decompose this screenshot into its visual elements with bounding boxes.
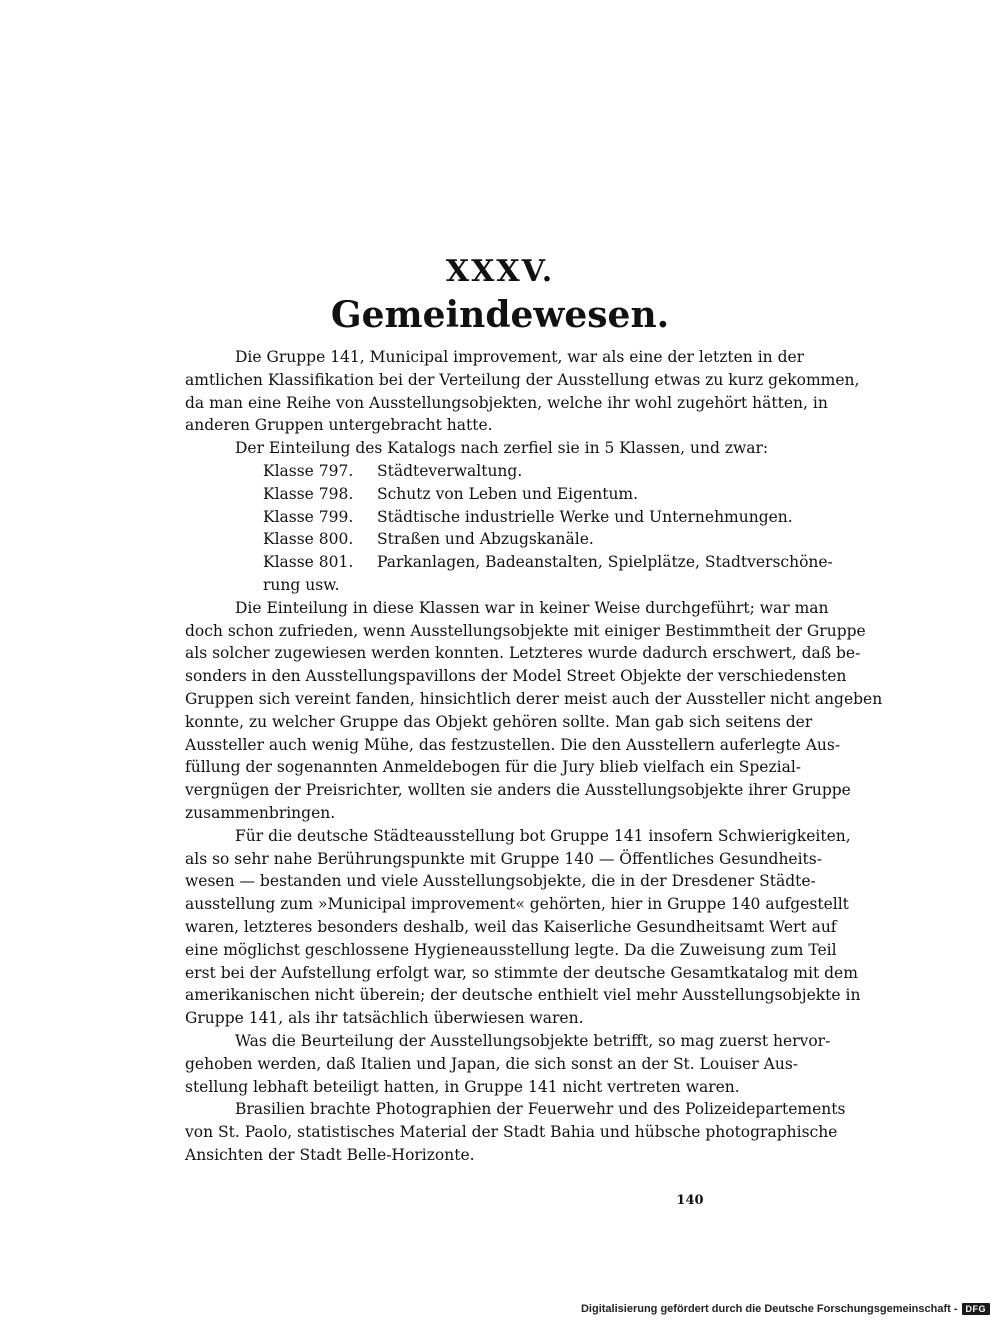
footer-credit — [581, 1303, 990, 1315]
text-line: amtlichen Klassifikation bei der Verteilung der Ausstellung etwas zu kurz gekommen, — [185, 370, 860, 389]
class-number: Klasse 797. — [263, 461, 354, 480]
class-name: Schutz von Leben und Eigentum. — [377, 484, 639, 503]
text-line: Der Einteilung des Katalogs nach zerfiel sie in 5 Klassen, und zwar: — [235, 439, 769, 458]
text-line: da man eine Reihe von Ausstellungsobjekten, welche ihr wohl zugehört hätten, in — [185, 393, 828, 412]
text-line: ausstellung zum »Municipal improvement« gehörten, hier in Gruppe 140 aufgestellt — [185, 895, 849, 914]
text-line: eine möglichst geschlossene Hygieneausstellung legte. Da die Zuweisung zum Teil — [185, 940, 837, 959]
text-line: vergnügen der Preisrichter, wollten sie anders die Ausstellungsobjekte ihrer Gruppe — [185, 781, 851, 800]
class-number: Klasse 801. — [263, 553, 354, 572]
text-line: Die Gruppe 141, Municipal improvement, war als eine der letzten in der — [235, 348, 805, 366]
text-line: stellung lebhaft beteiligt hatten, in Gruppe 141 nicht vertreten waren. — [185, 1077, 740, 1096]
list-item — [185, 528, 797, 551]
class-number: Klasse 799. — [263, 507, 354, 526]
list-item — [185, 483, 797, 506]
text-line: füllung der sogenannten Anmeldebogen für die Jury blieb vielfach ein Spezial- — [185, 758, 802, 777]
text-line: von St. Paolo, statistisches Material der Stadt Bahia und hübsche photographische — [185, 1123, 838, 1142]
paragraph-6 — [185, 1098, 846, 1166]
paragraph-2 — [185, 437, 797, 460]
text-line: Gruppe 141, als ihr tatsächlich überwiesen waren. — [185, 1009, 584, 1028]
text-line: Für die deutsche Städteausstellung bot Gruppe 141 insofern Schwierigkeiten, — [235, 826, 851, 845]
class-list — [185, 460, 833, 597]
text-line: als so sehr nahe Berührungspunkte mit Gruppe 140 — Öffentliches Gesundheits- — [185, 849, 822, 868]
text-line: zusammenbringen. — [185, 803, 336, 822]
text-line: als solcher zugewiesen werden konnten. Letzteres wurde dadurch erschwert, daß be- — [185, 644, 861, 663]
chapter-number: XXXV. — [445, 254, 555, 289]
list-item-continuation: rung usw. — [263, 575, 340, 594]
text-line: Die Einteilung in diese Klassen war in keiner Weise durchgeführt; war man — [235, 598, 829, 617]
dfg-logo-icon: DFG — [962, 1303, 991, 1315]
text-line: erst bei der Aufstellung erfolgt war, so stimmte der deutsche Gesamtkatalog mit dem — [185, 963, 858, 982]
text-line: Was die Beurteilung der Ausstellungsobjekte betrifft, so mag zuerst hervor- — [235, 1031, 831, 1050]
paragraph-3 — [185, 597, 883, 825]
text-line: gehoben werden, daß Italien und Japan, die sich sonst an der St. Louiser Aus- — [185, 1054, 799, 1073]
text-line: konnte, zu welcher Gruppe das Objekt gehören sollte. Man gab sich seitens der — [185, 712, 813, 731]
paragraph-4 — [185, 825, 861, 1030]
text-line: Gruppen sich vereint fanden, hinsichtlich derer meist auch der Aussteller nicht angeben — [185, 689, 883, 708]
text-line: amerikanischen nicht überein; der deutsche enthielt viel mehr Ausstellungsobjekte in — [185, 986, 861, 1005]
footer-text: Digitalisierung gefördert durch die Deutsche Forschungsgemeinschaft - — [580, 1303, 958, 1315]
text-line: Aussteller auch wenig Mühe, das festzustellen. Die den Ausstellern auferlegte Aus- — [185, 735, 841, 754]
text-line: Ansichten der Stadt Belle-Horizonte. — [185, 1145, 475, 1164]
paragraph-1 — [185, 346, 860, 437]
text-line: doch schon zufrieden, wenn Ausstellungsobjekte mit einiger Bestimmtheit der Gruppe — [185, 621, 866, 640]
page-number: 140 — [676, 1193, 704, 1208]
text-line: waren, letzteres besonders deshalb, weil das Kaiserliche Gesundheitsamt Wert auf — [185, 917, 837, 936]
class-name: Städtische industrielle Werke und Unternehmungen. — [377, 507, 793, 526]
class-name: Städteverwaltung. — [377, 461, 523, 480]
class-name: Straßen und Abzugskanäle. — [377, 530, 594, 549]
list-item — [185, 460, 797, 483]
list-item — [185, 506, 797, 529]
class-name: Parkanlagen, Badeanstalten, Spielplätze, Stadtverschöne- — [377, 553, 833, 572]
text-line: wesen — bestanden und viele Ausstellungsobjekte, die in der Dresdener Städte- — [185, 872, 816, 891]
class-number: Klasse 800. — [263, 530, 354, 549]
body-text — [185, 346, 883, 1167]
text-line: anderen Gruppen untergebracht hatte. — [185, 416, 493, 435]
list-item — [185, 551, 833, 574]
text-line: Brasilien brachte Photographien der Feuerwehr und des Polizeidepartements — [235, 1100, 846, 1119]
class-number: Klasse 798. — [263, 484, 354, 503]
paragraph-5 — [185, 1030, 831, 1098]
chapter-title: Gemeindewesen. — [330, 294, 670, 336]
text-line: sonders in den Ausstellungspavillons der Model Street Objekte der verschiedensten — [185, 667, 847, 686]
